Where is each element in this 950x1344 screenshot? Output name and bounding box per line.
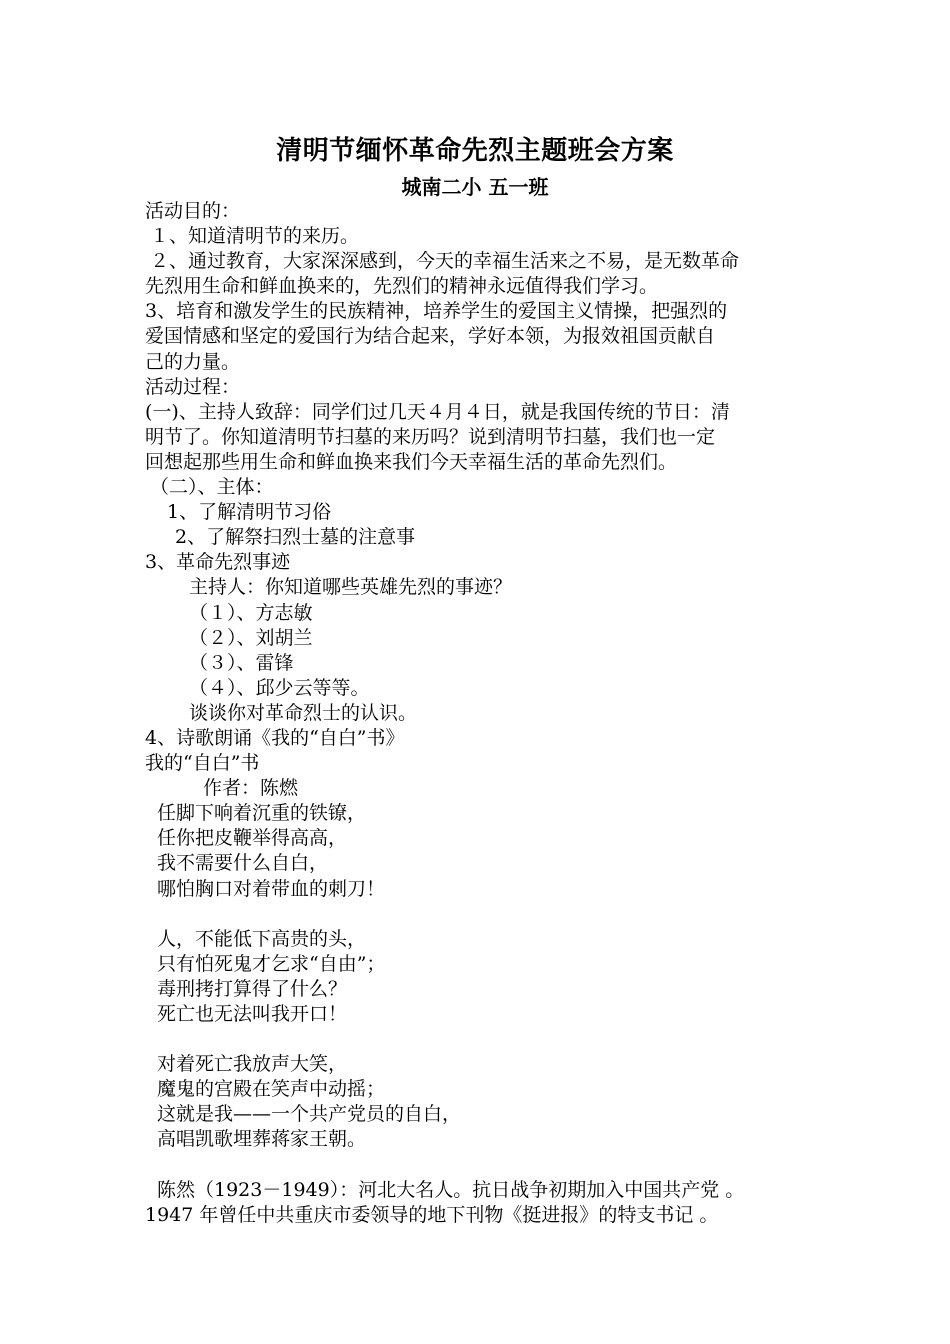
process-paragraph: (一)、主持人致辞：同学们过几天４月４日，就是我国传统的节日：清: [145, 400, 730, 423]
blank-line: [145, 902, 815, 927]
hero-item: （３）、雷锋: [189, 651, 294, 674]
section-heading-goals: 活动目的：: [145, 200, 241, 222]
blank-line: [145, 1153, 815, 1178]
document-subtitle: 城南二小 五一班: [401, 175, 549, 199]
hero-item: （４）、邱少云等等。: [189, 676, 370, 699]
process-item: 3、革命先烈事迹: [145, 551, 291, 574]
poem-line: 毒刑拷打算得了什么？: [157, 977, 348, 1000]
process-item: 2、了解祭扫烈士墓的注意事: [175, 526, 416, 549]
poem-line: 对着死亡我放声大笑，: [157, 1053, 348, 1076]
goal-item-continued: 爱国情感和坚定的爱国行为结合起来，学好本领，为报效祖国贡献自: [145, 325, 716, 348]
goal-item: ２、通过教育，大家深深感到，今天的幸福生活来之不易，是无数革命: [150, 250, 740, 273]
goal-item-continued: 己的力量。: [145, 350, 241, 373]
document-body: [145, 199, 815, 1228]
hero-item: （２）、刘胡兰: [189, 626, 313, 649]
process-subheading: （二）、主体：: [150, 476, 274, 499]
process-item: 4、诗歌朗诵《我的“自白”书》: [145, 726, 405, 749]
process-item: 1、了解清明节习俗: [167, 501, 332, 524]
document-title: 清明节缅怀革命先烈主题班会方案: [276, 136, 674, 166]
author-bio: 1947 年曾任中共重庆市委领导的地下刊物《挺进报》的特支书记 。: [145, 1203, 719, 1226]
author-bio: 陈然（1923－1949）：河北大名人。抗日战争初期加入中国共产党 。: [157, 1178, 745, 1201]
poem-line: 魔鬼的宫殿在笑声中动摇；: [157, 1078, 386, 1101]
poem-line: 我不需要什么自白，: [157, 852, 329, 875]
poem-line: 任脚下响着沉重的铁镣，: [157, 802, 367, 825]
process-paragraph: 回想起那些用生命和鲜血换来我们今天幸福生活的革命先烈们。: [145, 450, 678, 473]
goal-item: １、知道清明节的来历。: [150, 225, 360, 248]
blank-line: [145, 1027, 815, 1052]
poem-line: 人，不能低下高贵的头，: [157, 927, 367, 950]
poem-line: 只有怕死鬼才乞求“自由”；: [157, 952, 386, 975]
host-question: 主持人：你知道哪些英雄先烈的事迹？: [189, 576, 513, 599]
poem-line: 高唱凯歌埋葬蒋家王朝。: [157, 1128, 367, 1151]
poem-line: 死亡也无法叫我开口！: [157, 1003, 348, 1025]
process-paragraph: 明节了。你知道清明节扫墓的来历吗？说到清明节扫墓，我们也一定: [145, 425, 716, 448]
hero-item: （１）、方志敏: [189, 601, 313, 624]
poem-title: 我的“自白”书: [145, 752, 260, 775]
goal-item-continued: 先烈用生命和鲜血换来的，先烈们的精神永远值得我们学习。: [145, 275, 659, 298]
section-heading-process: 活动过程：: [145, 375, 241, 398]
poem-line: 任你把皮鞭举得高高，: [157, 827, 348, 850]
poem-line: 哪怕胸口对着带血的刺刀！: [157, 877, 386, 900]
poem-line: 这就是我——一个共产党员的自白，: [157, 1103, 462, 1126]
discussion-prompt: 谈谈你对革命烈士的认识。: [189, 701, 418, 724]
goal-item: 3、培育和激发学生的民族精神，培养学生的爱国主义情操，把强烈的: [145, 300, 728, 323]
poem-author: 作者：陈燃: [203, 777, 299, 800]
